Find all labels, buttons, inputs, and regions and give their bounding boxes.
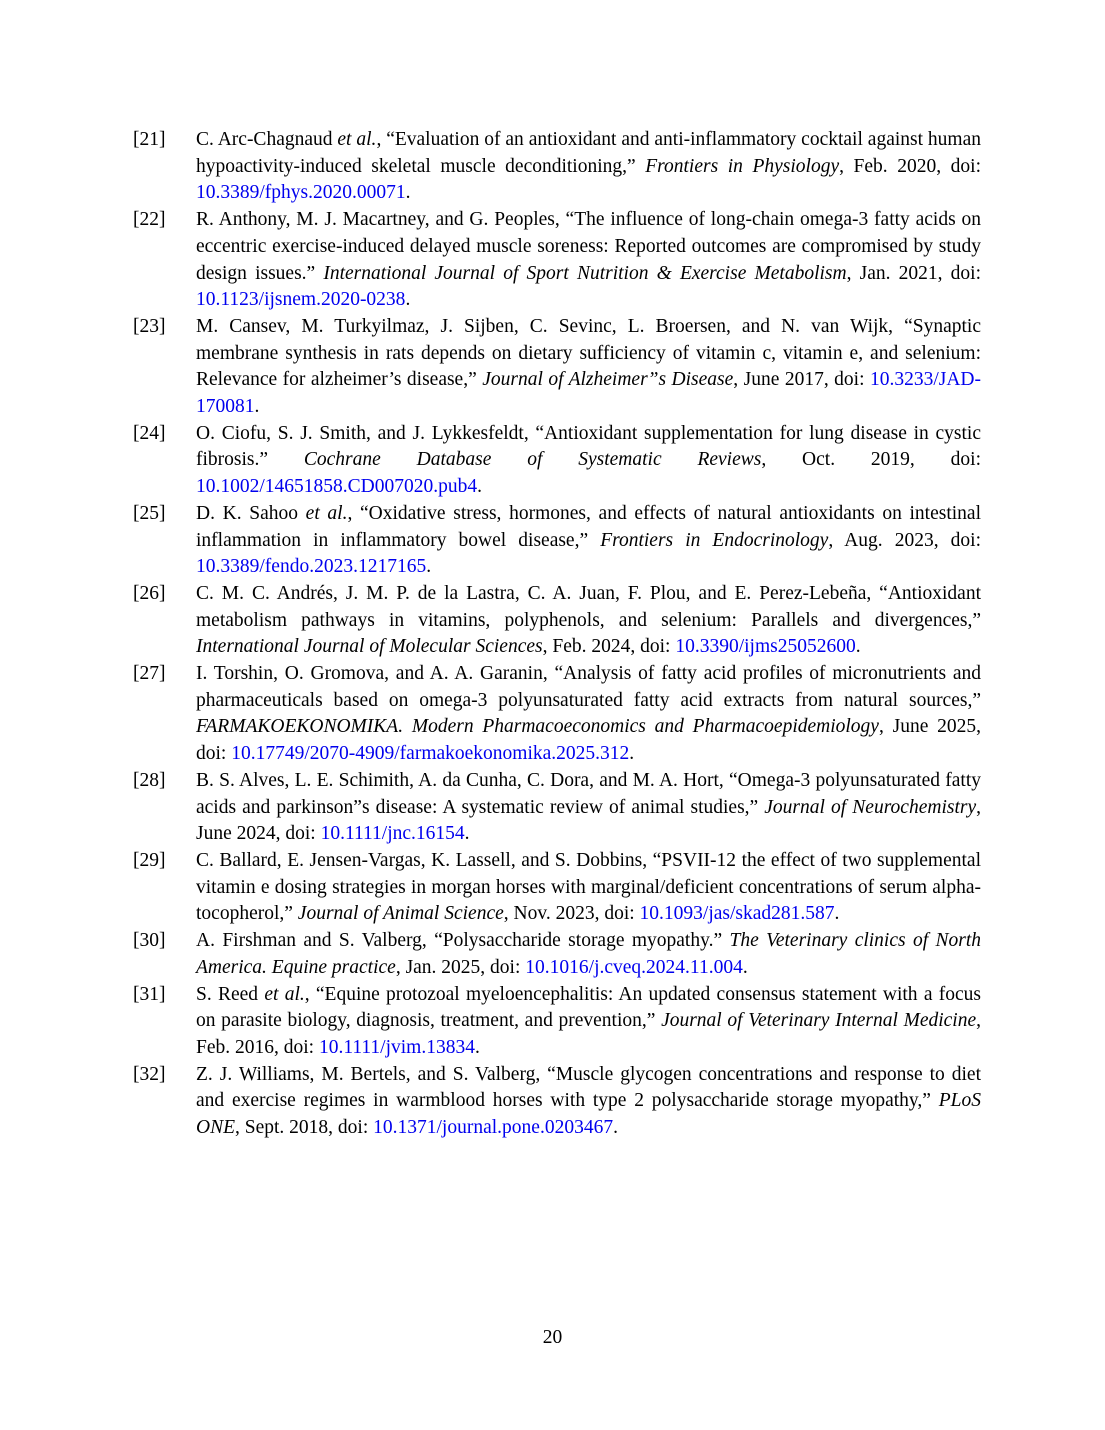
reference-entry: [133, 1062, 981, 1142]
italic-text: PLoS ONE: [196, 1090, 981, 1139]
text-run: C. Arc-Chagnaud: [196, 129, 338, 150]
text-run: .: [254, 396, 260, 418]
page-number: 20: [542, 1327, 563, 1348]
doi-link[interactable]: 10.1123/ijsnem.2020-0238: [196, 289, 406, 311]
italic-text: et al.: [305, 502, 348, 524]
reference-entry: [133, 127, 981, 207]
text-run: .: [613, 1117, 618, 1139]
text-run: .: [629, 743, 635, 765]
reference-number: [32]: [133, 1063, 166, 1085]
reference-number: [22]: [133, 209, 166, 231]
italic-text: International Journal of Sport Nutrition & Exercise Metabolism: [323, 262, 847, 284]
text-run: Z. J. Williams, M. Bertels, and S. Valberg, “Muscle glycogen concentrations and response to diet and exercise regimes in warmblood horses with type 2 polysaccharide storage myopathy,”: [196, 1063, 981, 1112]
text-run: , “Oxidative stress, hormones, and effects of natural antioxidants on intestinal inflammation in inflammatory bowel disease,”: [196, 502, 981, 551]
text-run: , “Equine protozoal myeloencephalitis: An updated consensus statement with a focus on parasite biology, diagnosis, treatment, and prevention,”: [196, 983, 981, 1032]
reference-number: [25]: [133, 502, 166, 524]
reference-entry: [133, 581, 981, 661]
reference-text: [196, 581, 981, 661]
text-run: C. Ballard, E. Jensen-Vargas, K. Lassell, and S. Dobbins, “PSVII-12 the effect of two supplemental vitamin e dosing strategies in morgan horses with marginal/deficient concentrations of serum alpha-tocopherol,”: [196, 849, 981, 925]
italic-text: Frontiers in Endocrinology: [600, 529, 829, 551]
doi-link[interactable]: 10.1016/j.cveq.2024.11.004: [525, 956, 743, 978]
text-run: R. Anthony, M. J. Macartney, and G. Peoples, “The influence of long-chain omega-3 fatty acids on eccentric exercise-induced delayed muscle soreness: Reported outcomes are compromised by study design issues.”: [196, 209, 981, 284]
text-run: .: [426, 556, 432, 578]
text-run: D. K. Sahoo: [196, 502, 306, 524]
reference-entry: [133, 928, 981, 981]
text-run: O. Ciofu, S. J. Smith, and J. Lykkesfeldt, “Antioxidant supplementation for lung disease in cystic fibrosis.”: [196, 422, 981, 471]
references-list: [133, 127, 981, 1142]
reference-text: [196, 207, 981, 314]
text-run: , June 2017, doi:: [733, 369, 870, 391]
text-run: .: [477, 476, 483, 498]
reference-number: [31]: [133, 983, 166, 1005]
text-run: .: [464, 823, 470, 845]
text-run: , Sept. 2018, doi:: [235, 1117, 374, 1139]
text-run: .: [405, 289, 411, 311]
text-run: , Nov. 2023, doi:: [503, 903, 640, 925]
reference-entry: [133, 982, 981, 1062]
doi-link[interactable]: 10.1111/jnc.16154: [320, 823, 465, 845]
reference-text: [196, 768, 981, 848]
italic-text: Journal of Neurochemistry: [764, 796, 977, 818]
reference-number: [28]: [133, 769, 166, 791]
italic-text: Frontiers in Physiology: [645, 155, 840, 177]
doi-link[interactable]: 10.3389/fendo.2023.1217165: [196, 556, 427, 578]
reference-number: [30]: [133, 930, 166, 952]
text-run: A. Firshman and S. Valberg, “Polysaccharide storage myopathy.”: [196, 930, 730, 952]
reference-entry: [133, 501, 981, 581]
reference-entry: [133, 421, 981, 501]
italic-text: FARMAKOEKONOMIKA. Modern Pharmacoeconomics and Pharmacoepidemiology: [196, 716, 879, 738]
text-run: .: [855, 636, 861, 658]
text-run: C. M. C. Andrés, J. M. P. de la Lastra, C. A. Juan, F. Plou, and E. Perez-Lebeña, “Antioxidant metabolism pathways in vitamins, polyphenols, and selenium: Parallels and divergences,”: [196, 582, 981, 631]
italic-text: International Journal of Molecular Sciences: [196, 636, 543, 658]
reference-number: [26]: [133, 582, 166, 604]
text-run: , June 2024, doi:: [196, 796, 981, 845]
text-run: .: [742, 956, 748, 978]
reference-text: [196, 314, 981, 421]
text-run: I. Torshin, O. Gromova, and A. A. Garanin, “Analysis of fatty acid profiles of micronutrients and pharmaceuticals based on omega-3 polyunsaturated fatty acid extracts from natural sources,”: [196, 663, 981, 711]
reference-text: [196, 1062, 981, 1142]
doi-link[interactable]: 10.1093/jas/skad281.587: [639, 903, 835, 925]
text-run: , “Evaluation of an antioxidant and anti-inflammatory cocktail against human hypoactivity-induced skeletal muscle deconditioning,”: [196, 129, 981, 177]
text-run: , Feb. 2024, doi:: [542, 636, 676, 658]
reference-number: [23]: [133, 315, 166, 337]
text-run: , Feb. 2016, doi:: [196, 1010, 981, 1058]
text-run: S. Reed: [196, 983, 265, 1005]
text-run: , Oct. 2019, doi:: [761, 449, 981, 471]
reference-entry: [133, 768, 981, 848]
reference-number: [27]: [133, 663, 166, 685]
text-run: , Jan. 2021, doi:: [846, 262, 981, 284]
italic-text: et al.: [264, 983, 305, 1005]
doi-link[interactable]: 10.1002/14651858.CD007020.pub4: [196, 476, 478, 498]
reference-number: [24]: [133, 422, 166, 444]
italic-text: Cochrane Database of Systematic Reviews: [303, 449, 762, 471]
text-run: .: [405, 182, 411, 204]
reference-entry: [133, 207, 981, 314]
doi-link[interactable]: 10.3390/ijms25052600: [675, 636, 856, 658]
doi-link[interactable]: 10.3389/fphys.2020.00071: [196, 182, 406, 204]
reference-text: [196, 661, 981, 768]
reference-text: [196, 982, 981, 1062]
text-run: , June 2025, doi:: [196, 716, 981, 765]
italic-text: et al.: [337, 129, 377, 150]
text-run: , Feb. 2020, doi:: [839, 155, 981, 177]
doi-link[interactable]: 10.1371/journal.pone.0203467: [373, 1117, 614, 1139]
text-run: B. S. Alves, L. E. Schimith, A. da Cunha, C. Dora, and M. A. Hort, “Omega-3 polyunsaturated fatty acids and parkinson”s disease: A systematic review of animal studies,”: [196, 769, 981, 818]
text-run: .: [834, 903, 840, 925]
reference-text: [196, 848, 981, 928]
text-run: , Aug. 2023, doi:: [828, 529, 981, 551]
doi-link[interactable]: 10.3233/JAD-170081: [196, 369, 981, 418]
reference-number: [21]: [133, 129, 166, 150]
reference-entry: [133, 314, 981, 421]
text-run: .: [474, 1036, 480, 1058]
italic-text: Journal of Alzheimer”s Disease: [482, 369, 734, 391]
doi-link[interactable]: 10.1111/jvim.13834: [318, 1036, 475, 1058]
text-run: M. Cansev, M. Turkyilmaz, J. Sijben, C. Sevinc, L. Broersen, and N. van Wijk, “Synaptic membrane synthesis in rats depends on dietary sufficiency of vitamin c, vitamin e, and selenium: Relevance for alzheimer’s disease,”: [196, 315, 981, 391]
italic-text: Journal of Veterinary Internal Medicine: [661, 1010, 977, 1032]
reference-entry: [133, 848, 981, 928]
reference-number: [29]: [133, 849, 166, 871]
reference-text: [196, 501, 981, 581]
reference-text: [196, 928, 981, 981]
text-run: , Jan. 2025, doi:: [395, 956, 526, 978]
reference-entry: [133, 661, 981, 768]
doi-link[interactable]: 10.17749/2070-4909/farmakoekonomika.2025.312: [231, 743, 630, 765]
italic-text: The Veterinary clinics of North America. Equine practice: [196, 930, 981, 978]
reference-text: [196, 421, 981, 501]
reference-text: [196, 127, 981, 207]
italic-text: Journal of Animal Science: [297, 903, 504, 925]
